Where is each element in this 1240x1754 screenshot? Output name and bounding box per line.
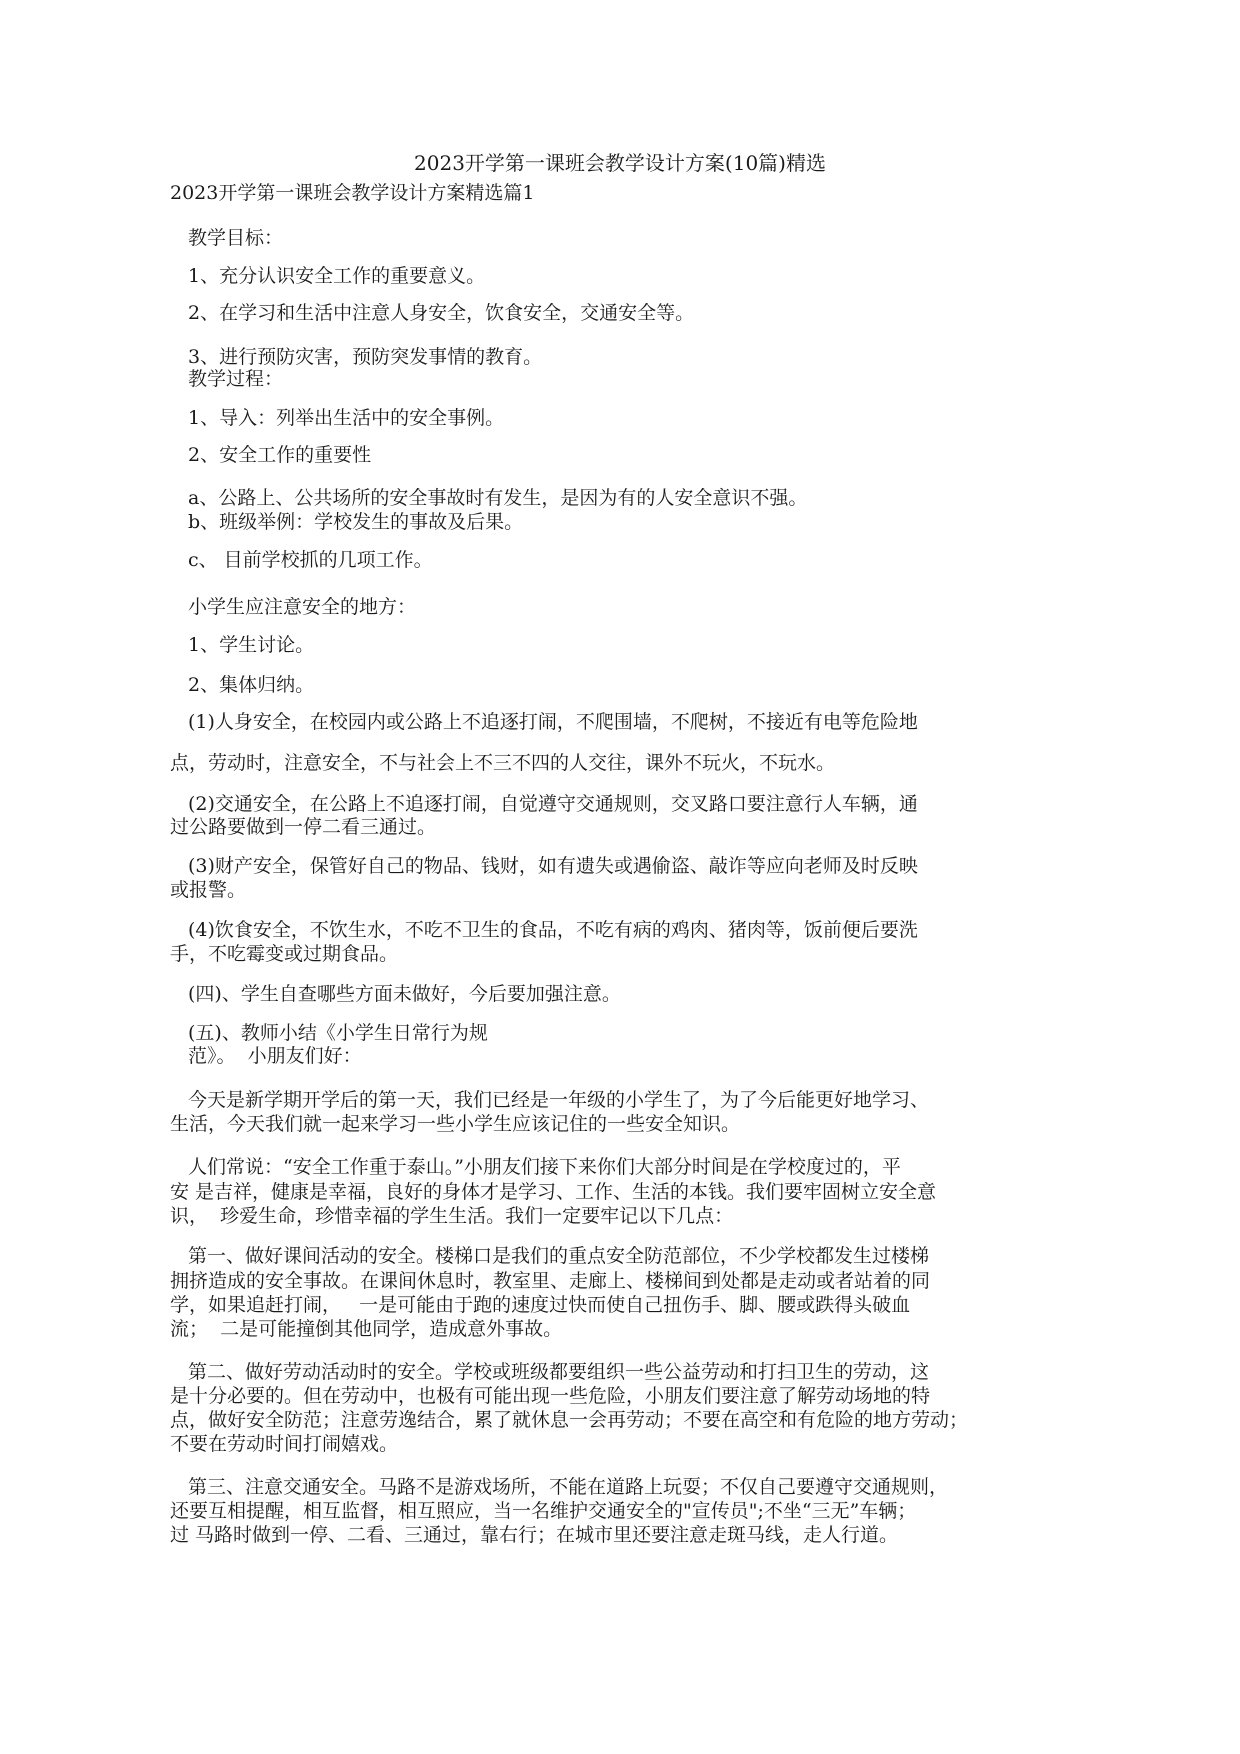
paragraph-line: (五)、教师小结《小学生日常行为规 [188, 1022, 488, 1044]
paragraph-line: 点，做好安全防范；注意劳逸结合，累了就休息一会再劳动；不要在高空和有危险的地方劳动； [170, 1409, 969, 1431]
paragraph-line: 1、充分认识安全工作的重要意义。 [188, 265, 486, 287]
paragraph-line: (四)、学生自查哪些方面未做好，今后要加强注意。 [188, 983, 621, 1005]
paragraph-line: 不要在劳动时间打闹嬉戏。 [170, 1433, 399, 1455]
paragraph-line: 学，如果追赶打闹， 一是可能由于跑的速度过快而使自己扭伤手、脚、腰或跌得头破血 [170, 1294, 911, 1316]
paragraph-line: 1、导入：列举出生活中的安全事例。 [188, 407, 505, 429]
paragraph-line: 生活，今天我们就一起来学习一些小学生应该记住的一些安全知识。 [170, 1113, 741, 1135]
paragraph-line: 过 马路时做到一停、二看、三通过，靠右行；在城市里还要注意走斑马线，走人行道。 [170, 1524, 899, 1546]
paragraph-line: 2、集体归纳。 [188, 674, 315, 696]
paragraph-line: a、公路上、公共场所的安全事故时有发生，是因为有的人安全意识不强。 [188, 487, 808, 509]
paragraph-line: 是十分必要的。但在劳动中，也极有可能出现一些危险，小朋友们要注意了解劳动场地的特 [170, 1385, 931, 1407]
document-title: 2023开学第一课班会教学设计方案(10篇)精选 [414, 151, 826, 175]
paragraph-line: 第三、注意交通安全。马路不是游戏场所，不能在道路上玩耍；不仅自己要遵守交通规则， [188, 1476, 949, 1498]
paragraph-line: (4)饮食安全，不饮生水，不吃不卫生的食品，不吃有病的鸡肉、猪肉等，饭前便后要洗 [188, 919, 918, 941]
paragraph-line: 还要互相提醒，相互监督，相互照应，当一名维护交通安全的"宣传员";不坐“三无”车辆； [170, 1500, 917, 1522]
paragraph-line: 2、在学习和生活中注意人身安全，饮食安全，交通安全等。 [188, 302, 695, 324]
paragraph-line: (2)交通安全，在公路上不追逐打闹，自觉遵守交通规则，交叉路口要注意行人车辆，通 [188, 793, 918, 815]
paragraph-line: 流； 二是可能撞倒其他同学，造成意外事故。 [170, 1318, 563, 1340]
paragraph-line: 第一、做好课间活动的安全。楼梯口是我们的重点安全防范部位，不少学校都发生过楼梯 [188, 1245, 930, 1267]
paragraph-line: 识， 珍爱生命，珍惜幸福的学生生活。我们一定要牢记以下几点： [170, 1205, 734, 1227]
paragraph-line: 点，劳动时，注意安全，不与社会上不三不四的人交往，课外不玩火，不玩水。 [170, 752, 836, 774]
paragraph-line: (3)财产安全，保管好自己的物品、钱财，如有遗失或遇偷盗、敲诈等应向老师及时反映 [188, 855, 918, 877]
paragraph-line: 小学生应注意安全的地方： [188, 596, 417, 618]
paragraph-line: 范》。 小朋友们好： [188, 1045, 362, 1067]
paragraph-line: (1)人身安全，在校园内或公路上不追逐打闹，不爬围墙，不爬树，不接近有电等危险地 [188, 711, 918, 733]
paragraph-line: 拥挤造成的安全事故。在课间休息时，教室里、走廊上、楼梯间到处都是走动或者站着的同 [170, 1270, 931, 1292]
paragraph-line: 第二、做好劳动活动时的安全。学校或班级都要组织一些公益劳动和打扫卫生的劳动，这 [188, 1361, 930, 1383]
paragraph-line: 3、进行预防灾害，预防突发事情的教育。 [188, 346, 543, 368]
paragraph-line: 教学过程： [188, 368, 284, 390]
paragraph-line: 人们常说：“安全工作重于泰山。”小朋友们接下来你们大部分时间是在学校度过的，平 [188, 1156, 901, 1178]
paragraph-line: 1、学生讨论。 [188, 634, 315, 656]
section-heading: 2023开学第一课班会教学设计方案精选篇1 [170, 182, 535, 204]
paragraph-line: 或报警。 [170, 879, 247, 901]
paragraph-line: b、班级举例：学校发生的事故及后果。 [188, 511, 524, 533]
paragraph-line: c、 目前学校抓的几项工作。 [188, 549, 433, 571]
paragraph-line: 过公路要做到一停二看三通过。 [170, 816, 437, 838]
paragraph-line: 教学目标： [188, 227, 284, 249]
paragraph-line: 手，不吃霉变或过期食品。 [170, 943, 399, 965]
paragraph-line: 今天是新学期开学后的第一天，我们已经是一年级的小学生了，为了今后能更好地学习、 [188, 1089, 930, 1111]
paragraph-line: 安 是吉祥，健康是幸福，良好的身体才是学习、工作、生活的本钱。我们要牢固树立安全意 [170, 1181, 937, 1203]
paragraph-line: 2、安全工作的重要性 [188, 444, 372, 466]
